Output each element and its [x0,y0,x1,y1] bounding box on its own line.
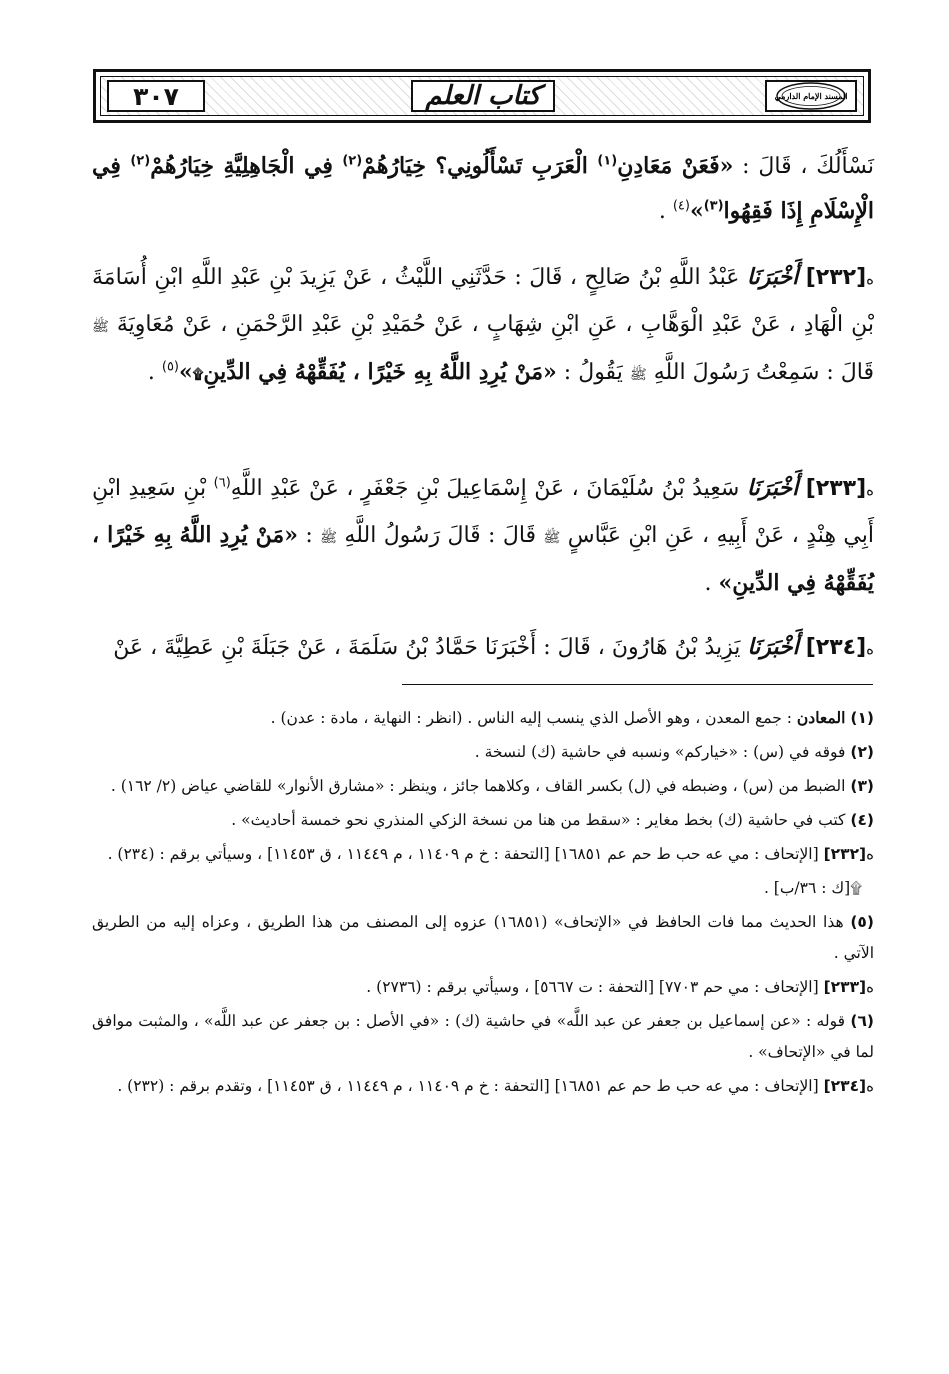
quote-part: «فَعَنْ مَعَادِنِ [617,153,734,179]
text-run: قَالَ : سَمِعْتُ رَسُولَ اللَّهِ [646,360,874,385]
footnote-label: [٢٣٢] [823,845,867,863]
seal-icon [775,81,847,111]
quote-part: » [179,359,193,385]
footnote-5 [92,907,874,969]
hadith-marker: ه [866,978,874,996]
takhrij-233 [92,972,874,1003]
text-run: نَسْأَلُكَ ، قَالَ : [733,154,874,179]
takhrij-234 [92,1071,874,1102]
text-run: . [658,199,673,224]
footnote-4 [92,805,874,836]
footnote-label: [٢٣٤] [823,1077,867,1095]
footnote-text: قوله : «عن إسماعيل بن جعفر عن عبد اللَّه» في حاشية (ك) : «في الأصل : بن جعفر عن عبد اللَّه» ، والمثبت موافق لما في «الإتحاف» . [92,1012,874,1061]
hadith-marker: ه [866,481,874,499]
footnote-ref: (٢) [342,153,363,169]
footnote-label: (٤) [850,811,874,829]
footnote-term: المعادن [796,708,846,727]
quote-part: «مَنْ يُرِدِ اللَّهُ بِهِ خَيْرًا ، يُفَقِّهْهُ فِي الدِّينِ [203,359,557,385]
header-ornament [100,76,864,116]
hadith-marker: ه [866,845,874,863]
hadith-quote [179,359,557,385]
hadith-marker: ه [866,640,874,658]
footnote-ref: (٤) [672,198,690,214]
akhbarana-word: أَخْبَرَنَا [746,475,799,501]
footnote-2 [92,737,874,768]
footnote-text: [الإتحاف : مي عه حب ط حم عم ١٦٨٥١] [التحفة : خ م ١١٤٠٩ ، م ١١٤٤٩ ، ق ١١٤٥٣] ، وتقدم برقم : (٢٣٢) . [117,1077,824,1095]
honorific-glyph: ﷺ [543,530,561,546]
text-run: يَزِيدُ بْنُ هَارُونَ ، قَالَ : أَخْبَرَنَا حَمَّادُ بْنُ سَلَمَةَ ، عَنْ جَبَلَةَ بْنِ عَطِيَّةَ ، عَنْ [113,635,748,660]
footnote-text: [الإتحاف : مي عه حب ط حم عم ١٦٨٥١] [التحفة : خ م ١١٤٠٩ ، م ١١٤٤٩ ، ق ١١٤٥٣] ، وسيأتي برقم : (٢٣٤) . [107,845,824,863]
footnote-label: (١) [850,709,874,727]
footnote-separator [402,684,873,685]
akhbarana-word: أَخْبَرَنَا [746,264,799,290]
quote-part: فِي الْإِسْلَامِ إِذَا فَقِهُوا [92,153,874,224]
honorific-glyph: ﷺ [629,367,647,383]
text-run: . [147,360,162,385]
takhrij-232 [92,839,874,870]
quote-part: الْعَرَبِ تَسْأَلُونِي؟ خِيَارُهُمْ [362,153,598,179]
quote-part: فِي الْجَاهِلِيَّةِ خِيَارُهُمْ [150,153,343,179]
text-run: عَبْدُ اللَّهِ بْنُ صَالِحٍ ، قَالَ : حَدَّثَنِي اللَّيْثُ ، عَنْ يَزِيدَ بْنِ عَبْدِ اللَّهِ ابْنِ أُسَامَةَ بْنِ الْهَادِ ، عَنْ عَبْدِ الْوَهَّابِ ، عَنِ ابْنِ شِهَابٍ ، عَنْ حُمَيْدِ بْنِ عَبْدِ الرَّحْمَنِ ، عَنْ مُعَاوِيَةَ [92,265,874,337]
paragraph [92,255,874,398]
text-run: قَالَ : قَالَ رَسُولُ اللَّهِ [337,523,544,548]
footnotes [92,702,874,1105]
footnote-ref: (٢) [130,153,151,169]
footnote-3 [92,771,874,802]
hadith-number: [٢٣٤] [805,635,867,660]
main-text [92,144,874,234]
footnote-label: (٦) [850,1012,874,1030]
hadith-232 [92,255,874,398]
footnote-ref: (٦) [213,475,231,491]
footnote-text: هذا الحديث مما فات الحافظ في «الإتحاف» (١٦٨٥١) عزوه إلى المصنف من هذا الطريق ، وعزاه إليه من الطريق الآتي . [92,913,874,962]
honorific-glyph: ﷺ [320,530,338,546]
page-number: ٣٠٧ [107,80,205,112]
text-run: : [297,523,321,548]
paragraph [92,466,874,606]
hadith-number: [٢٣٢] [805,265,867,290]
footnote-ref: (٣) [703,198,724,214]
chapter-title: كتاب العلم [411,80,555,112]
folio-mark: ۩ [192,367,204,383]
honorific-glyph: ﷺ [92,319,109,335]
footnote-1 [92,702,874,734]
text-run: سَعِيدُ بْنُ سُلَيْمَانَ ، عَنْ إِسْمَاعِيلَ بْنِ جَعْفَرٍ ، عَنْ عَبْدِ اللَّهِ [230,476,747,501]
footnote-text: كتب في حاشية (ك) بخط مغاير : «سقط من هنا من نسخة الزكي المنذري نحو خمسة أحاديث» . [231,811,851,829]
footnote-ref: (٥) [161,359,179,375]
footnote-6 [92,1006,874,1068]
paragraph-continuation [92,144,874,234]
footnote-text: الضبط من (س) ، وضبطه في (ل) بكسر القاف ، وكلاهما جائز ، وينظر : «مشارق الأنوار» للقاضي عياض (٢/ ١٦٢) . [110,777,851,795]
footnote-text: ۩[ك : ٣٦/ب] . [763,879,862,897]
hadith-number: [٢٣٣] [805,476,867,501]
hadith-233 [92,466,874,606]
footnote-folio [92,873,874,904]
footnote-label: [٢٣٣] [823,978,867,996]
footnote-ref: (١) [597,153,618,169]
text-run: بْنِ سَعِيدِ ابْنِ أَبِي هِنْدٍ ، عَنْ أَبِيهِ ، عَنِ ابْنِ عَبَّاسٍ [92,476,874,548]
seal-logo [765,80,857,112]
text-run: . [704,571,719,596]
page-header [93,69,871,123]
footnote-text: فوقه في (س) : «خياركم» ونسبه في حاشية (ك) لنسخة . [474,743,851,761]
text-run: يَقُولُ : [556,360,630,385]
quote-part: » [689,198,704,224]
footnote-label: (٢) [850,743,874,761]
akhbarana-word: أَخْبَرَنَا [747,634,799,660]
hadith-234 [92,625,874,672]
hadith-marker: ه [866,1077,874,1095]
footnote-text: [الإتحاف : مي حم ٧٧٠٣] [التحفة : ت ٥٦٦٧] ، وسيأتي برقم : (٢٧٣٦) . [366,978,824,996]
hadith-marker: ه [866,270,874,288]
footnote-label: (٥) [850,913,874,931]
hadith-quote: «مَنْ يُرِدِ اللَّهُ بِهِ خَيْرًا ، يُفَقِّهْهُ فِي الدِّينِ» [92,522,874,596]
seal-text: المسند الإمام الدارمي [775,91,847,101]
paragraph [92,625,874,672]
footnote-label: (٣) [850,777,874,795]
footnote-text: : جمع المعدن ، وهو الأصل الذي ينسب إليه الناس . (انظر : النهاية ، مادة : عدن) . [270,709,797,727]
